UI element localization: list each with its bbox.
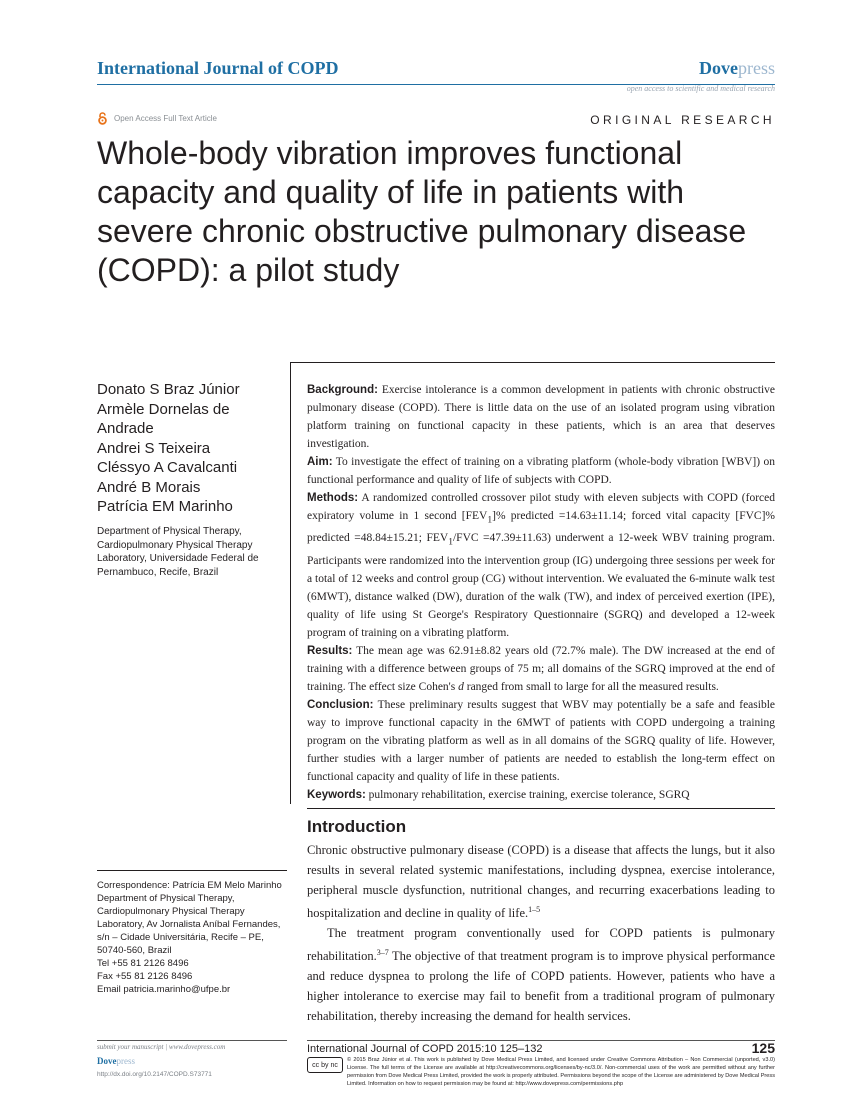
journal-citation: International Journal of COPD 2015:10 125–132 xyxy=(307,1043,543,1055)
abstract-label: Aim: xyxy=(307,456,333,468)
author-name: Andrei S Teixeira xyxy=(97,439,211,457)
introduction-body xyxy=(307,840,775,1026)
author-name: Armèle Dornelas de xyxy=(97,400,230,418)
abstract-label: Background: xyxy=(307,384,378,396)
article-type: ORIGINAL RESEARCH xyxy=(590,113,775,127)
abstract-background: Background: Exercise intolerance is a common development in patients with chronic obstructive pulmonary disease (COPD). There is little data on the use of an isolated program using vibration platform training on functional capacity in these patients, which is an area that deserves investigation. xyxy=(307,384,776,450)
correspondence-line: Correspondence: Patrícia EM Melo Marinho xyxy=(97,880,282,891)
abstract xyxy=(307,381,775,804)
abstract-top-border xyxy=(290,362,775,363)
section-heading: Introduction xyxy=(307,817,407,836)
abstract-label: Results: xyxy=(307,644,353,657)
abstract-methods: Methods: A randomized controlled crossover pilot study with eleven subjects with COPD (forced expiratory volume in 1 second $[FEV_1]\%$ predicted =14.63±11.14; forced vital capacity [FVC]% predicted =48.84±15.21; $FEV_1$/FVC =47.39±11.63) underwent a 12-week WBV training program. Participants were randomized into the intervention group (IG) undergoing three sessions per week for a total of 12 weeks and control group (CG) without intervention. We evaluated the 6-minute walk test (6MWT), distance walked (DW), duration of the walk (TW), and index of perceived exertion (IPE), quality of life using St George's Respiratory Questionnaire (SGRQ) and developed a 12-week program of training on a vibrating platform. xyxy=(307,492,776,639)
author-name: André B Morais xyxy=(97,478,201,496)
citation-ref: 3–7 xyxy=(376,948,389,958)
affiliation: Department of Physical Therapy, Cardiopulmonary Physical Therapy Laboratory, Universidade Federal de Pernambuco, Recife, Brazil xyxy=(97,526,259,578)
correspondence-line: Tel +55 81 2126 8496 xyxy=(97,958,189,969)
correspondence-divider xyxy=(97,870,287,871)
introduction-divider xyxy=(307,808,775,809)
cc-license-badge[interactable]: cc by nc xyxy=(307,1057,343,1073)
author-name: Cléssyo A Cavalcanti xyxy=(97,459,238,476)
paragraph: The treatment program conventionally used for COPD patients is pulmonary rehabilitation.$^{3-7}$ The objective of that treatment program is to improve physical performance and reduce dyspnea to prolong the life of COPD patients. However, patients who have a higher intolerance to exercise may fail to benefit from a traditional program of pulmonary rehabilitation, thereby increasing the demand for health services. xyxy=(307,926,775,1024)
correspondence xyxy=(97,879,292,996)
author-name: Andrade xyxy=(97,420,154,437)
footer-publisher-logo: Dovepress xyxy=(97,1056,135,1066)
footer-divider-left xyxy=(97,1040,287,1041)
license-text: © 2015 Braz Júnior et al. This work is published by Dove Medical Press Limited, and licensed under Creative Commons Attribution – Non Commercial (unported, v3.0) License. The full terms of the License are available at http://creativecommons.org/licenses/by-nc/3.0/. Non-commercial uses of the work are permitted without any further permission from Dove Medical Press Limited, provided the work is properly attributed. Permissions beyond the scope of the License are administered by Dove Medical Press Limited. Information on how to request permission may be found at: http://www.dovepress.com/permissions.php xyxy=(347,1057,775,1087)
correspondence-email[interactable]: Email patricia.marinho@ufpe.br xyxy=(97,984,231,995)
author-list xyxy=(97,380,287,517)
citation-ref: 1–5 xyxy=(528,905,541,914)
correspondence-line: Department of Physical Therapy, Cardiopulmonary Physical Therapy Laboratory, Av Jornalista Aníbal Fernandes, s/n – Cidade Universitária, Recife – PE, 50740-560, Brazil xyxy=(97,893,281,956)
journal-name: International Journal of COPD xyxy=(97,58,339,78)
author-name: Donato S Braz Júnior xyxy=(97,381,240,398)
abstract-label: Conclusion: xyxy=(307,698,374,711)
abstract-left-border xyxy=(290,362,291,804)
open-access-text: Open Access Full Text Article xyxy=(114,114,218,123)
abstract-keywords: Keywords: pulmonary rehabilitation, exercise training, exercise tolerance, SGRQ xyxy=(307,788,690,801)
publisher-logo xyxy=(699,58,775,79)
article-title: Whole-body vibration improves functional capacity and quality of life in patients with severe chronic obstructive pulmonary disease (COPD): a pilot study xyxy=(97,135,747,288)
author-name: Patrícia EM Marinho xyxy=(97,498,233,515)
abstract-results: Results: The mean age was 62.91±8.82 years old (72.7% male). The DW increased at the end of training with a difference between groups of 75 m; all domains of the SGRQ improved at the end of training. The effect size Cohen's d ranged from small to large for all the measured results. xyxy=(307,644,775,693)
open-access-label xyxy=(97,112,217,125)
footer-divider-right xyxy=(307,1040,775,1041)
submit-manuscript-link[interactable]: submit your manuscript | www.dovepress.com xyxy=(97,1043,226,1051)
abstract-label: Methods: xyxy=(307,492,359,504)
publisher-logo-part1: Dove xyxy=(699,58,738,78)
correspondence-line: Fax +55 81 2126 8496 xyxy=(97,971,193,982)
publisher-tagline: open access to scientific and medical research xyxy=(626,84,775,93)
publisher-logo-part2: press xyxy=(738,58,775,78)
page-number: 125 xyxy=(751,1040,775,1056)
abstract-aim: Aim: To investigate the effect of training on a vibrating platform (whole-body vibration [WBV]) on functional performance and quality of life of subjects with COPD. xyxy=(307,456,775,486)
abstract-label: Keywords: xyxy=(307,788,366,801)
abstract-conclusion: Conclusion: These preliminary results suggest that WBV may potentially be a safe and feasible way to improve functional capacity in the 6MWT of patients with COPD undergoing a training program on the vibrating platform as well as in all domains of the SGRQ quality of life. However, further studies with a larger number of patients are needed to establish the long-term effect on functional capacity and quality of life in these patients. xyxy=(307,698,775,783)
doi-link[interactable]: http://dx.doi.org/10.2147/COPD.S73771 xyxy=(97,1071,212,1078)
paragraph: Chronic obstructive pulmonary disease (COPD) is a disease that affects the lungs, but it also results in several related systemic manifestations, including dyspnea, exercise intolerance, peripheral muscle dysfunction, nutritional changes, and recurring exacerbations leading to hospitalization and decline in quality of life.$^{1-5}$ xyxy=(307,843,775,921)
open-access-icon xyxy=(97,112,108,125)
